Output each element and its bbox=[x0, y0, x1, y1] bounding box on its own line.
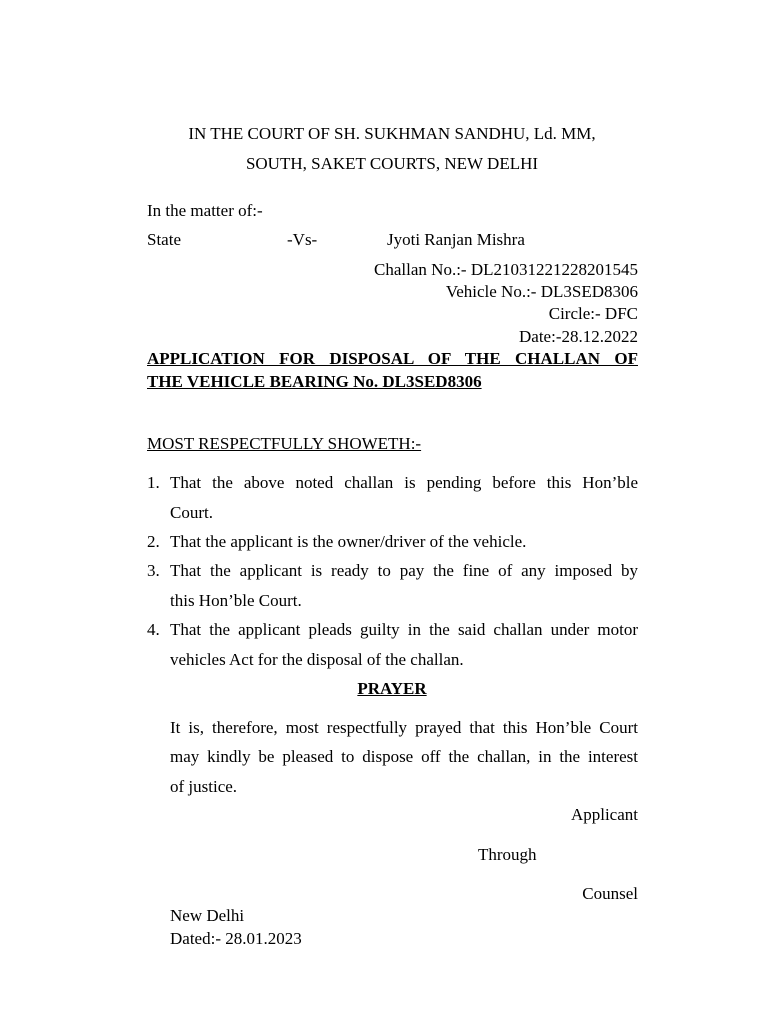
party-state: State bbox=[147, 230, 181, 249]
prayer-text: It is, therefore, most respectfully prayed that this Hon’ble Court bbox=[170, 718, 638, 737]
item-text: vehicles Act for the disposal of the challan. bbox=[170, 650, 464, 669]
item-text: That the applicant is ready to pay the fine of any imposed by bbox=[170, 561, 638, 580]
prayer-title: PRAYER bbox=[357, 679, 427, 698]
vehicle-number: Vehicle No.:- DL3SED8306 bbox=[445, 282, 638, 301]
item-number: 1. bbox=[147, 473, 160, 492]
showeth-heading: MOST RESPECTFULLY SHOWETH:- bbox=[147, 434, 422, 453]
matter-label: In the matter of:- bbox=[147, 201, 263, 220]
item-number: 2. bbox=[147, 532, 160, 551]
dated-label: Dated:- 28.01.2023 bbox=[170, 929, 302, 948]
challan-number: Challan No.:- DL21031221228201545 bbox=[374, 260, 638, 279]
item-text: this Hon’ble Court. bbox=[170, 591, 302, 610]
versus-label: -Vs- bbox=[287, 230, 318, 249]
circle-label: Circle:- DFC bbox=[548, 304, 638, 323]
application-title-line1: APPLICATION FOR DISPOSAL OF THE CHALLAN OF bbox=[147, 349, 638, 368]
item-text: That the applicant pleads guilty in the said challan under motor bbox=[170, 620, 638, 639]
challan-date: Date:-28.12.2022 bbox=[519, 327, 638, 346]
prayer-text: may kindly be pleased to dispose off the challan, in the interest bbox=[170, 747, 638, 766]
counsel-label: Counsel bbox=[582, 884, 638, 903]
place-label: New Delhi bbox=[170, 906, 245, 925]
application-title-line2: THE VEHICLE BEARING No. DL3SED8306 bbox=[147, 372, 482, 391]
item-number: 3. bbox=[147, 561, 160, 580]
court-heading-line2: SOUTH, SAKET COURTS, NEW DELHI bbox=[245, 154, 539, 173]
item-text: Court. bbox=[170, 503, 213, 522]
prayer-text: of justice. bbox=[170, 777, 238, 796]
item-text: That the applicant is the owner/driver of the vehicle. bbox=[170, 532, 527, 551]
item-number: 4. bbox=[147, 620, 160, 639]
applicant-label: Applicant bbox=[570, 805, 638, 824]
through-label: Through bbox=[478, 845, 537, 864]
party-respondent: Jyoti Ranjan Mishra bbox=[387, 230, 525, 249]
item-text: That the above noted challan is pending before this Hon’ble bbox=[170, 473, 638, 492]
court-heading-line1: IN THE COURT OF SH. SUKHMAN SANDHU, Ld. MM, bbox=[188, 124, 596, 143]
